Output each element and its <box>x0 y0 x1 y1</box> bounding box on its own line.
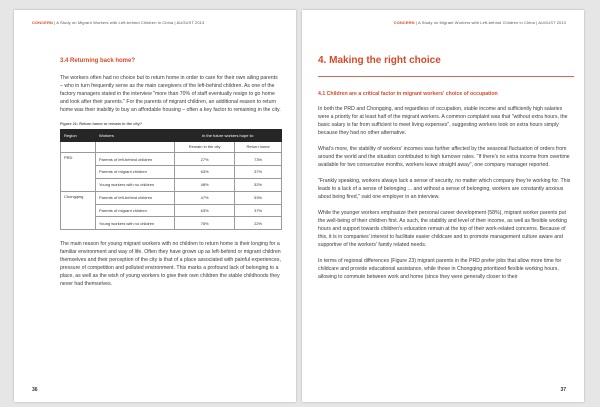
table-remain-cell: 63% <box>175 166 235 179</box>
paragraph: While the younger workers emphasize their personal career development (58%), migrant worker parents put the well-being of their children first. As such, the stability and level of their income, as well as flexible working hours and support towards children's education remain at the top of their work-related concerns. Because of this, it is in companies' interest to facilitate easier childcare and to promote management culture aware and supportive of the workers' family related needs. <box>318 210 567 248</box>
table-header-workers: Workers <box>96 130 175 142</box>
table-region-cell <box>61 166 96 179</box>
section-title: 3.4 Returning back home? <box>60 58 136 64</box>
table-return-cell: 73% <box>235 153 282 166</box>
table-worker-cell: Parents of left-behind children <box>96 191 175 204</box>
subsection-title: 4.1 Children are a critical factor in migrant workers' choice of occupation <box>318 91 498 97</box>
right-content <box>318 55 574 289</box>
header-title: | A Study on Migrant Workers with Left-behind Children in China | AUGUST 2013 <box>414 20 566 25</box>
page-number: 36 <box>32 387 38 393</box>
right-page <box>302 10 584 402</box>
table-cell <box>61 141 96 153</box>
table-return-cell: 52% <box>235 178 282 191</box>
table-return-cell: 22% <box>235 217 282 230</box>
table-region-cell: Chongqing <box>61 191 96 204</box>
figure-caption: Figure 21: Return home or remain in the city? <box>60 122 143 126</box>
table-row <box>61 153 282 166</box>
running-header <box>32 20 204 25</box>
return-home-table <box>60 129 282 230</box>
page-number: 37 <box>560 387 566 393</box>
table-row <box>61 191 282 204</box>
table-subheader-row <box>61 141 282 153</box>
table-worker-cell: Parents of left-behind children <box>96 153 175 166</box>
table-row <box>61 204 282 217</box>
table-row <box>61 178 282 191</box>
paragraph: In terms of regional differences (Figure 23) migrant parents in the PRD prefer jobs that allow more time for childcare and provide educational assistance, while those in Chongqing prioritized flexible working hours, allowing to commute between work and home (since they were generally closer to their <box>318 258 562 280</box>
table-region-cell: PRD <box>61 153 96 166</box>
header-brand: CONCERN <box>393 20 415 25</box>
left-page <box>14 10 296 402</box>
table-header-region: Region <box>61 130 96 142</box>
paragraph: The workers often had no choice but to return home in order to care for their own ailing parents – who in turn frequently serve as the main caregivers of the left-behind children. As one of the factory managers stated in the interview "more than 70% of staff eventually resign to go home and look after their parents." For the parents of migrant children, an additional reason to return home was their inability to buy an affordable housing – often a key factor to remaining in the city. <box>60 75 281 113</box>
header-brand: CONCERN <box>32 20 53 25</box>
table-region-cell <box>61 204 96 217</box>
table-row <box>61 217 282 230</box>
paragraph: The main reason for young migrant workers with no children to return home is their longing for a familiar environment and way of life. Often they have grown up as left-behind or migrant children themselves and their perception of the city is that of a place associated with painful experiences, pressure of competition and polluted environment. This marks a profound lack of belonging to a place, as well as the wish of young workers to give their own children the stable childhoods they never had themselves. <box>60 241 281 287</box>
chapter-divider <box>318 76 574 77</box>
running-header <box>394 20 566 25</box>
paragraph: In both the PRD and Chongqing, and regardless of occupation, stable income and sufficiently high salaries were a priority for at least half of the migrant workers. A common complaint was that "without extra hours, the basic salary is far from sufficient to meet living expenses", suggesting workers took on extra hours simply because they had no other alternative. <box>318 106 568 136</box>
table-worker-cell: Parents of migrant children <box>96 166 175 179</box>
table-region-cell <box>61 217 96 230</box>
left-content <box>60 58 282 296</box>
table-subheader-return: Return home <box>235 141 282 153</box>
table-worker-cell: Young workers with no children <box>96 217 175 230</box>
chapter-title: 4. Making the right choice <box>318 55 441 66</box>
table-worker-cell: Parents of migrant children <box>96 204 175 217</box>
table-return-cell: 37% <box>235 204 282 217</box>
header-title: | A Study on Migrant Workers with Left-behind Children in China | AUGUST 2013 <box>52 20 205 25</box>
table-header-hope: In the future workers hope to: <box>175 130 282 142</box>
table-remain-cell: 27% <box>175 153 235 166</box>
table-remain-cell: 63% <box>175 204 235 217</box>
table-region-cell <box>61 178 96 191</box>
table-remain-cell: 78% <box>175 217 235 230</box>
table-row <box>61 166 282 179</box>
paragraph: "Frankly speaking, workers always lack a sense of security, no matter which company they're working for. This leads to a lack of a sense of belonging ... and without a sense of belonging, workers are constantly anxious about being fired," said one employer in an interview. <box>318 178 571 200</box>
table-worker-cell: Young workers with no children <box>96 178 175 191</box>
table-return-cell: 53% <box>235 191 282 204</box>
table-cell <box>96 141 175 153</box>
table-subheader-remain: Remain in the city <box>175 141 235 153</box>
paragraph: What's more, the stability of workers' incomes was further affected by the seasonal fluctuation of orders from around the world and the situation contributed to high turnover rates. "If there's no extra income from overtime available for two consecutive months, workers leave straight away", one company manager reported. <box>318 146 570 168</box>
table-remain-cell: 47% <box>175 191 235 204</box>
table-remain-cell: 48% <box>175 178 235 191</box>
table-return-cell: 37% <box>235 166 282 179</box>
